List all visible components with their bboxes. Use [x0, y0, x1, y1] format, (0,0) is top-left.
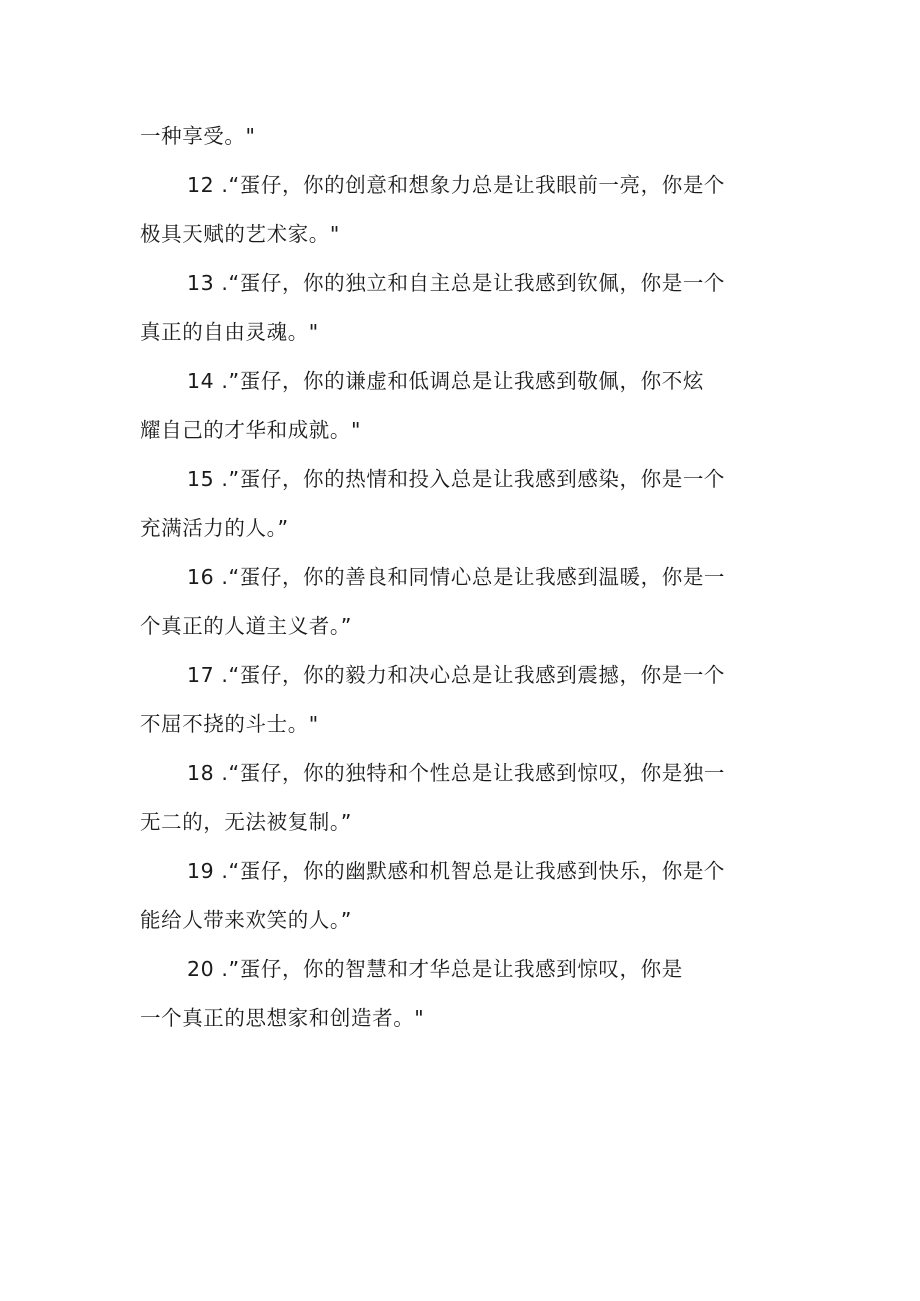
document-body — [140, 112, 782, 1043]
text-line: 14 .”蛋仔，你的谦虚和低调总是让我感到敬佩，你不炫 — [187, 369, 704, 393]
text-line: 不屈不挠的斗士。" — [140, 712, 319, 736]
text-line: 12 .“蛋仔，你的创意和想象力总是让我眼前一亮，你是个 — [187, 173, 726, 197]
text-line: 无二的，无法被复制。” — [140, 810, 352, 834]
text-line: 13 .“蛋仔，你的独立和自主总是让我感到钦佩，你是一个 — [187, 271, 726, 295]
text-line: 耀自己的才华和成就。" — [140, 418, 362, 442]
text-line: 18 .“蛋仔，你的独特和个性总是让我感到惊叹，你是独一 — [187, 761, 726, 785]
text-line: 充满活力的人。” — [140, 516, 289, 540]
text-line: 个真正的人道主义者。” — [140, 614, 352, 638]
text-line: 真正的自由灵魂。" — [140, 320, 319, 344]
text-line: 16 .“蛋仔，你的善良和同情心总是让我感到温暖，你是一 — [187, 565, 726, 589]
text-line: 能给人带来欢笑的人。” — [140, 908, 352, 932]
text-line: 17 .“蛋仔，你的毅力和决心总是让我感到震撼，你是一个 — [187, 663, 726, 687]
text-line: 19 .“蛋仔，你的幽默感和机智总是让我感到快乐，你是个 — [187, 859, 726, 883]
text-line: 一种享受。" — [140, 124, 256, 148]
text-line: 极具天赋的艺术家。" — [140, 222, 340, 246]
text-line: 一个真正的思想家和创造者。" — [140, 1006, 425, 1030]
text-line: 15 .”蛋仔，你的热情和投入总是让我感到感染，你是一个 — [187, 467, 726, 491]
text-line: 20 .”蛋仔，你的智慧和才华总是让我感到惊叹，你是 — [187, 957, 683, 981]
